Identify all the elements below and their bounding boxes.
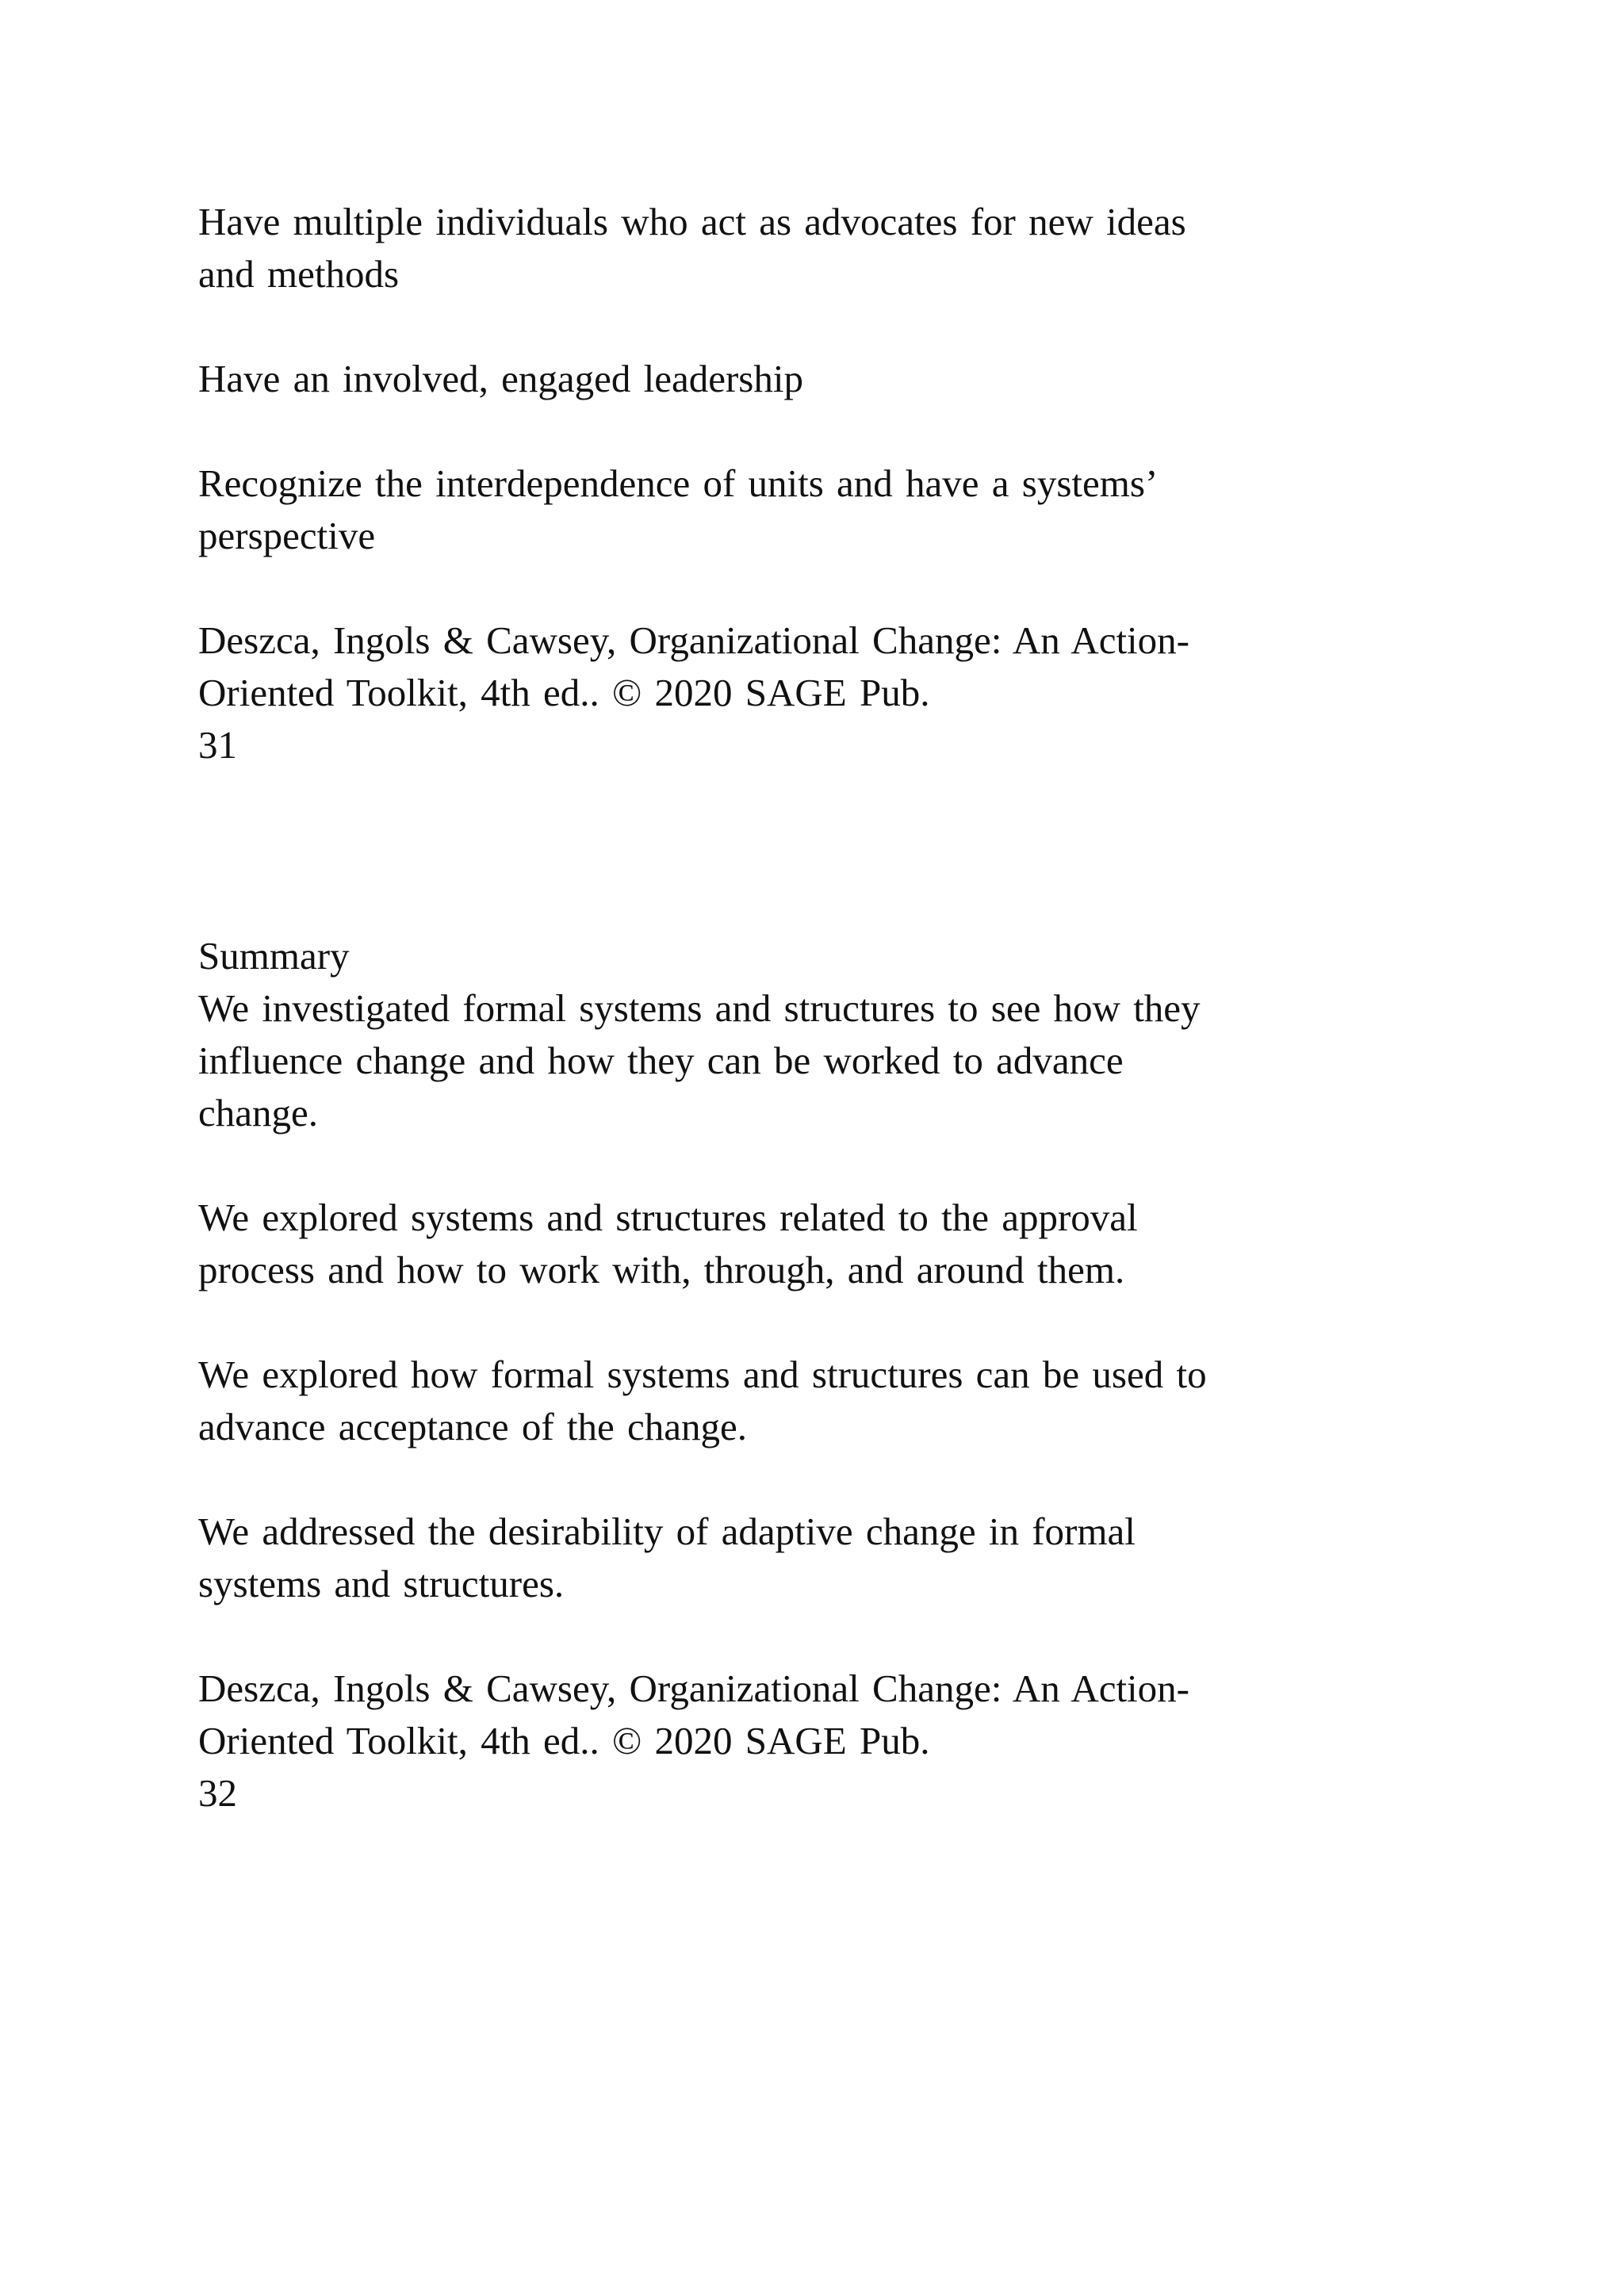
page-number: 31: [198, 723, 237, 767]
summary-paragraph-4: We addressed the desirability of adaptive change in formal systems and structures.: [198, 1510, 1136, 1605]
bullet-advocates: Have multiple individuals who act as advocates for new ideas and methods: [198, 200, 1186, 296]
document-page: [198, 196, 1467, 1820]
section-heading: Summary: [198, 934, 350, 978]
section-gap: [198, 771, 1467, 930]
summary-paragraph-3: We explored how formal systems and structures can be used to advance acceptance of the change.: [198, 1353, 1207, 1448]
citation: Deszca, Ingols & Cawsey, Organizational Change: An Action- Oriented Toolkit, 4th ed.. © 2020 SAGE Pub.: [198, 618, 1189, 714]
page-number: 32: [198, 1771, 237, 1815]
bullet-interdependence: Recognize the interdependence of units and have a systems’ perspective: [198, 461, 1159, 557]
bullet-leadership: Have an involved, engaged leadership: [198, 357, 803, 400]
summary-paragraph-1: We investigated formal systems and structures to see how they influence change and how they can be worked to advance change.: [198, 986, 1201, 1135]
summary-paragraph-2: We explored systems and structures related to the approval process and how to work with, through, and around them.: [198, 1196, 1138, 1292]
slide-31-notes: [198, 196, 1467, 771]
citation: Deszca, Ingols & Cawsey, Organizational Change: An Action- Oriented Toolkit, 4th ed.. © 2020 SAGE Pub.: [198, 1667, 1189, 1762]
slide-32-summary: [198, 930, 1467, 1820]
